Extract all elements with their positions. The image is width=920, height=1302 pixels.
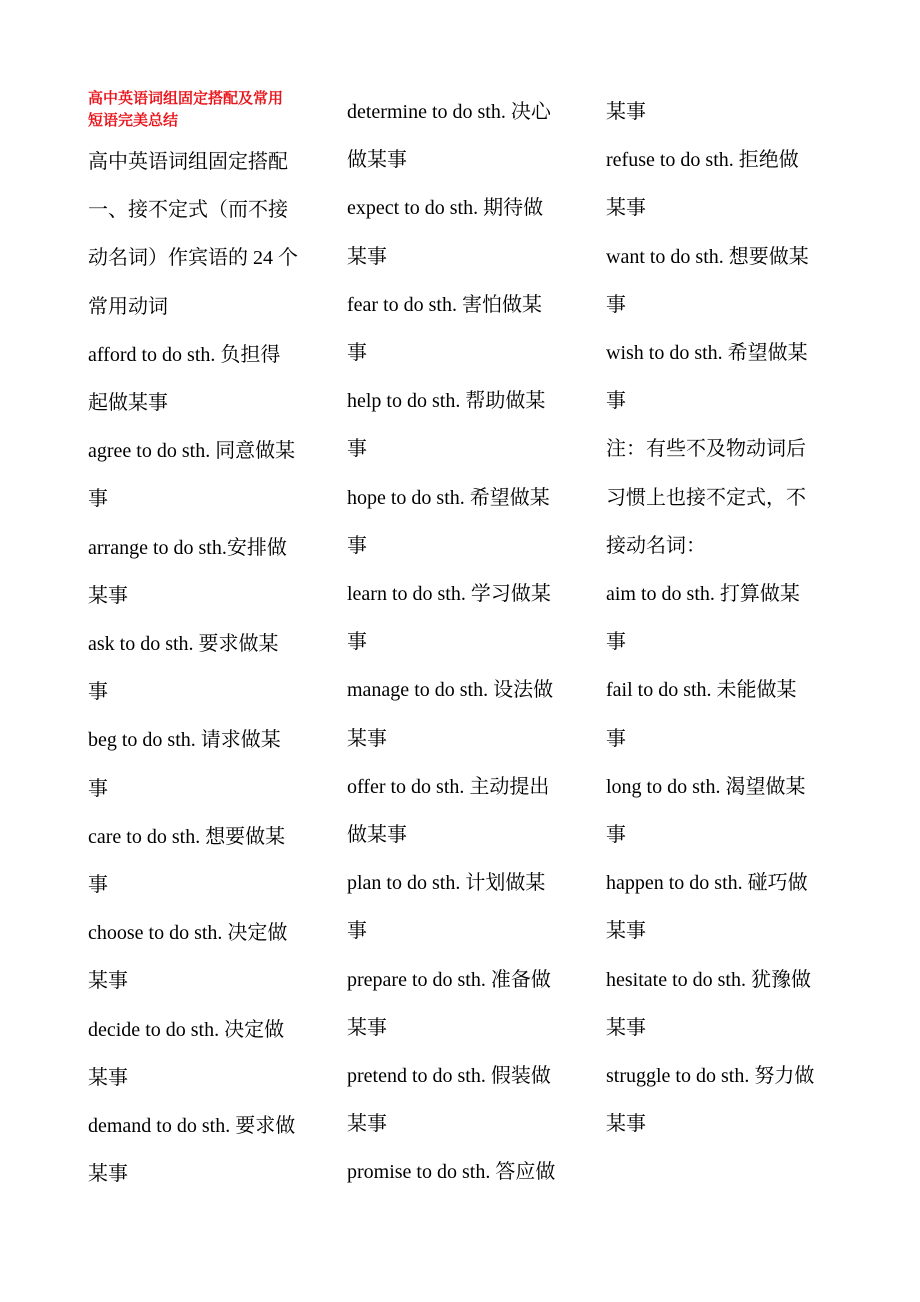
col2-line: 事 xyxy=(347,534,367,557)
col3-line: fail to do sth. 未能做某 xyxy=(606,679,797,702)
col1-line: 事 xyxy=(88,488,108,511)
col2-line: 事 xyxy=(347,342,367,365)
col3-line: 某事 xyxy=(606,1016,646,1039)
col2-line: help to do sth. 帮助做某 xyxy=(347,390,546,413)
col2-line: manage to do sth. 设法做 xyxy=(347,679,554,702)
col2-line: learn to do sth. 学习做某 xyxy=(347,583,551,606)
document-title xyxy=(88,88,320,132)
col1-line: 某事 xyxy=(88,1066,128,1089)
column-3 xyxy=(606,88,840,1148)
col3-line: 事 xyxy=(606,631,626,654)
col1-line: 事 xyxy=(88,874,108,897)
title-line-1: 高中英语词组固定搭配及常用 xyxy=(88,91,284,107)
col1-line: 事 xyxy=(88,777,108,800)
col3-line: 某事 xyxy=(606,920,646,943)
col3-line: 事 xyxy=(606,727,626,750)
col2-line: promise to do sth. 答应做 xyxy=(347,1161,556,1184)
col1-line: agree to do sth. 同意做某 xyxy=(88,440,296,463)
col1-line: 某事 xyxy=(88,970,128,993)
col1-line: 动名词）作宾语的 24 个 xyxy=(88,247,298,270)
col3-line: aim to do sth. 打算做某 xyxy=(606,583,800,606)
col3-line: wish to do sth. 希望做某 xyxy=(606,342,808,365)
title-line-2: 短语完美总结 xyxy=(88,113,179,129)
col2-line: 事 xyxy=(347,631,367,654)
col2-line: 某事 xyxy=(347,1113,387,1136)
col1-line: decide to do sth. 决定做 xyxy=(88,1018,285,1041)
col1-line: 某事 xyxy=(88,1163,128,1186)
col3-line: want to do sth. 想要做某 xyxy=(606,245,809,268)
col2-line: offer to do sth. 主动提出 xyxy=(347,775,550,798)
col1-line: afford to do sth. 负担得 xyxy=(88,343,281,366)
col1-line: 常用动词 xyxy=(88,295,168,318)
col1-line: arrange to do sth.安排做 xyxy=(88,536,287,559)
col1-line: 起做某事 xyxy=(88,392,168,415)
col3-line: 接动名词： xyxy=(606,534,706,557)
col3-line: 习惯上也接不定式，不 xyxy=(606,486,806,509)
col3-line: struggle to do sth. 努力做 xyxy=(606,1065,815,1088)
column-1-text xyxy=(88,138,320,1198)
column-3-text xyxy=(606,88,840,1148)
col2-line: 某事 xyxy=(347,245,387,268)
col3-line: 某事 xyxy=(606,101,646,123)
col2-line: 事 xyxy=(347,438,367,461)
col3-line: long to do sth. 渴望做某 xyxy=(606,775,806,798)
col2-line: hope to do sth. 希望做某 xyxy=(347,486,550,509)
col2-line: prepare to do sth. 准备做 xyxy=(347,968,551,991)
col3-line: 某事 xyxy=(606,197,646,220)
col3-line: 注：有些不及物动词后 xyxy=(606,438,806,461)
col2-line: 某事 xyxy=(347,727,387,750)
col2-line: determine to do sth. 决心 xyxy=(347,101,551,123)
col3-line: 事 xyxy=(606,390,626,413)
col1-line: demand to do sth. 要求做 xyxy=(88,1115,296,1138)
col1-line: care to do sth. 想要做某 xyxy=(88,825,286,848)
col2-line: 某事 xyxy=(347,1016,387,1039)
column-1 xyxy=(88,88,320,1198)
col3-line: 某事 xyxy=(606,1113,646,1136)
col2-line: pretend to do sth. 假装做 xyxy=(347,1065,551,1088)
col2-line: plan to do sth. 计划做某 xyxy=(347,872,546,895)
col2-line: 事 xyxy=(347,920,367,943)
col3-line: hesitate to do sth. 犹豫做 xyxy=(606,968,811,991)
col2-line: 做某事 xyxy=(347,824,407,847)
col1-line: 高中英语词组固定搭配 xyxy=(88,151,288,173)
col1-line: choose to do sth. 决定做 xyxy=(88,922,288,945)
col1-line: beg to do sth. 请求做某 xyxy=(88,729,281,752)
col1-line: 一、接不定式（而不接 xyxy=(88,199,288,222)
col2-line: expect to do sth. 期待做 xyxy=(347,197,544,220)
col2-line: fear to do sth. 害怕做某 xyxy=(347,293,542,316)
column-2-text xyxy=(347,88,582,1197)
col1-line: ask to do sth. 要求做某 xyxy=(88,633,279,656)
col3-line: happen to do sth. 碰巧做 xyxy=(606,872,808,895)
col1-line: 事 xyxy=(88,681,108,704)
col3-line: 事 xyxy=(606,824,626,847)
col1-line: 某事 xyxy=(88,584,128,607)
col2-line: 做某事 xyxy=(347,149,407,172)
column-2 xyxy=(347,88,582,1197)
col3-line: refuse to do sth. 拒绝做 xyxy=(606,149,799,172)
col3-line: 事 xyxy=(606,293,626,316)
